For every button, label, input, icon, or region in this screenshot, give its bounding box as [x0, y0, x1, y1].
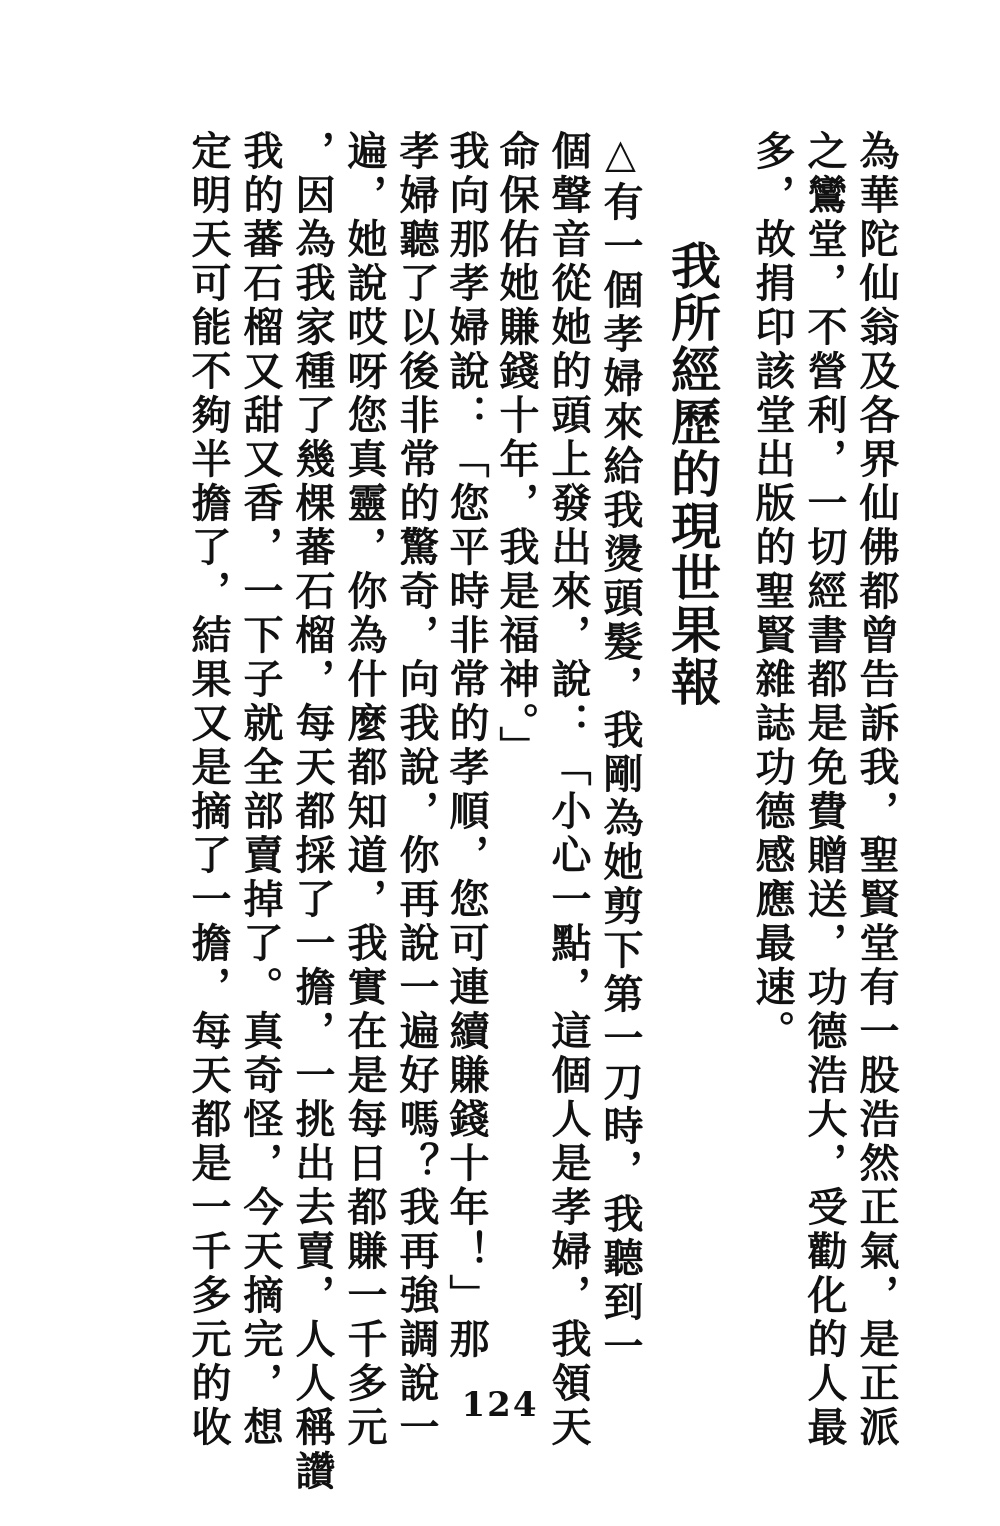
text-column-4: △有一個孝婦來給我燙頭髮，我剛為她剪下第一刀時，我聽到一 [597, 130, 644, 1369]
text-column-8: 孝婦聽了以後非常的驚奇，向我說，你再說一遍好嗎？我再強調說一 [393, 130, 440, 1450]
text-column-12: 定明天可能不夠半擔了，結果又是摘了一擔，每天都是一千多元的收 [185, 130, 232, 1450]
text-column-10: ，因為我家種了幾棵蕃石榴，每天都採了一擔，一挑出去賣，人人稱讚 [289, 130, 336, 1494]
section-title: 我所經歷的現世果報 [663, 240, 721, 708]
text-column-5: 個聲音從她的頭上發出來，說：「小心一點，這個人是孝婦，我領天 [545, 130, 592, 1450]
text-column-7: 我向那孝婦說：「您平時非常的孝順，您可連續賺錢十年！」那 [443, 130, 490, 1362]
text-column-11: 我的蕃石榴又甜又香，一下子就全部賣掉了。真奇怪，今天摘完，想 [237, 130, 284, 1450]
text-column-3: 多，故捐印該堂出版的聖賢雜誌功德感應最速。 [749, 130, 796, 1054]
text-column-2: 之鸞堂，不營利，一切經書都是免費贈送，功德浩大，受勸化的人最 [801, 130, 848, 1450]
text-column-6: 命保佑她賺錢十年，我是福神。」 [493, 130, 540, 770]
page-number: 124 [461, 1385, 539, 1425]
text-column-1: 為華陀仙翁及各界仙佛都曾告訴我，聖賢堂有一股浩然正氣，是正派 [853, 130, 900, 1450]
text-column-9: 遍，她說哎呀您真靈，你為什麼都知道，我實在是每日都賺一千多元 [341, 130, 388, 1450]
